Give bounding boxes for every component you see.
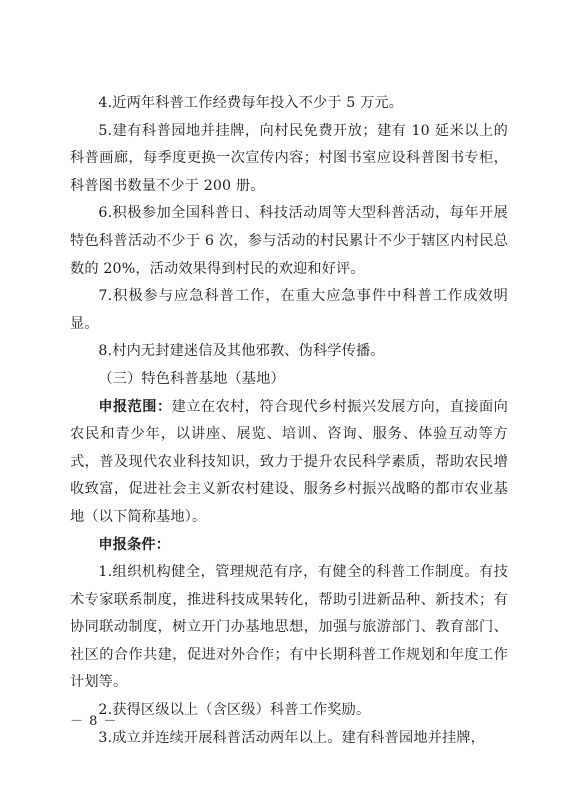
paragraph-text: 7.积极参与应急科普工作，在重大应急事件中科普工作成效明显。 (70, 288, 508, 332)
paragraph-item-8 (70, 338, 508, 366)
paragraph-item-7 (70, 283, 508, 338)
scope-text: 建立在农村，符合现代乡村振兴发展方向，直接面向农民和青少年，以讲座、展览、培训、咨询、服务、体验互动等方式，普及现代农业科技知识，致力于提升农民科学素质，帮助农民增收致富，促进社会主义新农村建设、服务乡村振兴战略的都市农业基地（以下简称基地）。 (70, 398, 508, 525)
paragraph-text: 4.近两年科普工作经费每年投入不少于 5 万元。 (98, 95, 404, 111)
section-heading (70, 366, 508, 394)
paragraph-item-6 (70, 200, 508, 283)
paragraph-item-5 (70, 118, 508, 201)
paragraph-text: 5.建有科普园地并挂牌，向村民免费开放；建有 10 延米以上的科普画廊，每季度更换一次宣传内容；村图书室应设科普图书专柜，科普图书数量不少于 200 册。 (70, 122, 508, 194)
condition-item-1 (70, 559, 508, 697)
page-number: － 8 － (70, 714, 118, 729)
scope-lead-label: 申报范围： (98, 398, 172, 415)
paragraph-item-4 (70, 90, 508, 118)
paragraph-text: 6.积极参加全国科普日、科技活动周等大型科普活动，每年开展特色科普活动不少于 6 次，参与活动的村民累计不少于辖区内村民总数的 20%，活动效果得到村民的欢迎和好评。 (70, 205, 508, 277)
paragraph-text: 2.获得区级以上（含区级）科普工作奖励。 (98, 702, 371, 719)
paragraph-text: 3.成立并连续开展科普活动两年以上。建有科普园地并挂牌， (98, 729, 486, 746)
section-heading-text: （三）特色科普基地（基地） (98, 370, 285, 387)
conditions-lead-label: 申报条件： (98, 536, 171, 553)
paragraph-text: 8.村内无封建迷信及其他邪教、伪科学传播。 (98, 343, 385, 360)
scope-paragraph (70, 394, 508, 532)
conditions-paragraph (70, 532, 508, 560)
paragraph-text: 1.组织机构健全，管理规范有序，有健全的科普工作制度。有技术专家联系制度，推进科技成果转化，帮助引进新品种、新技术；有协同联动制度，树立开门办基地思想，加强与旅游部门、教育部门、社区的合作共建，促进对外合作；有中长期科普工作规划和年度工作计划等。 (70, 564, 508, 691)
condition-item-3 (70, 725, 508, 753)
document-body (70, 90, 508, 752)
condition-item-2 (70, 697, 508, 725)
